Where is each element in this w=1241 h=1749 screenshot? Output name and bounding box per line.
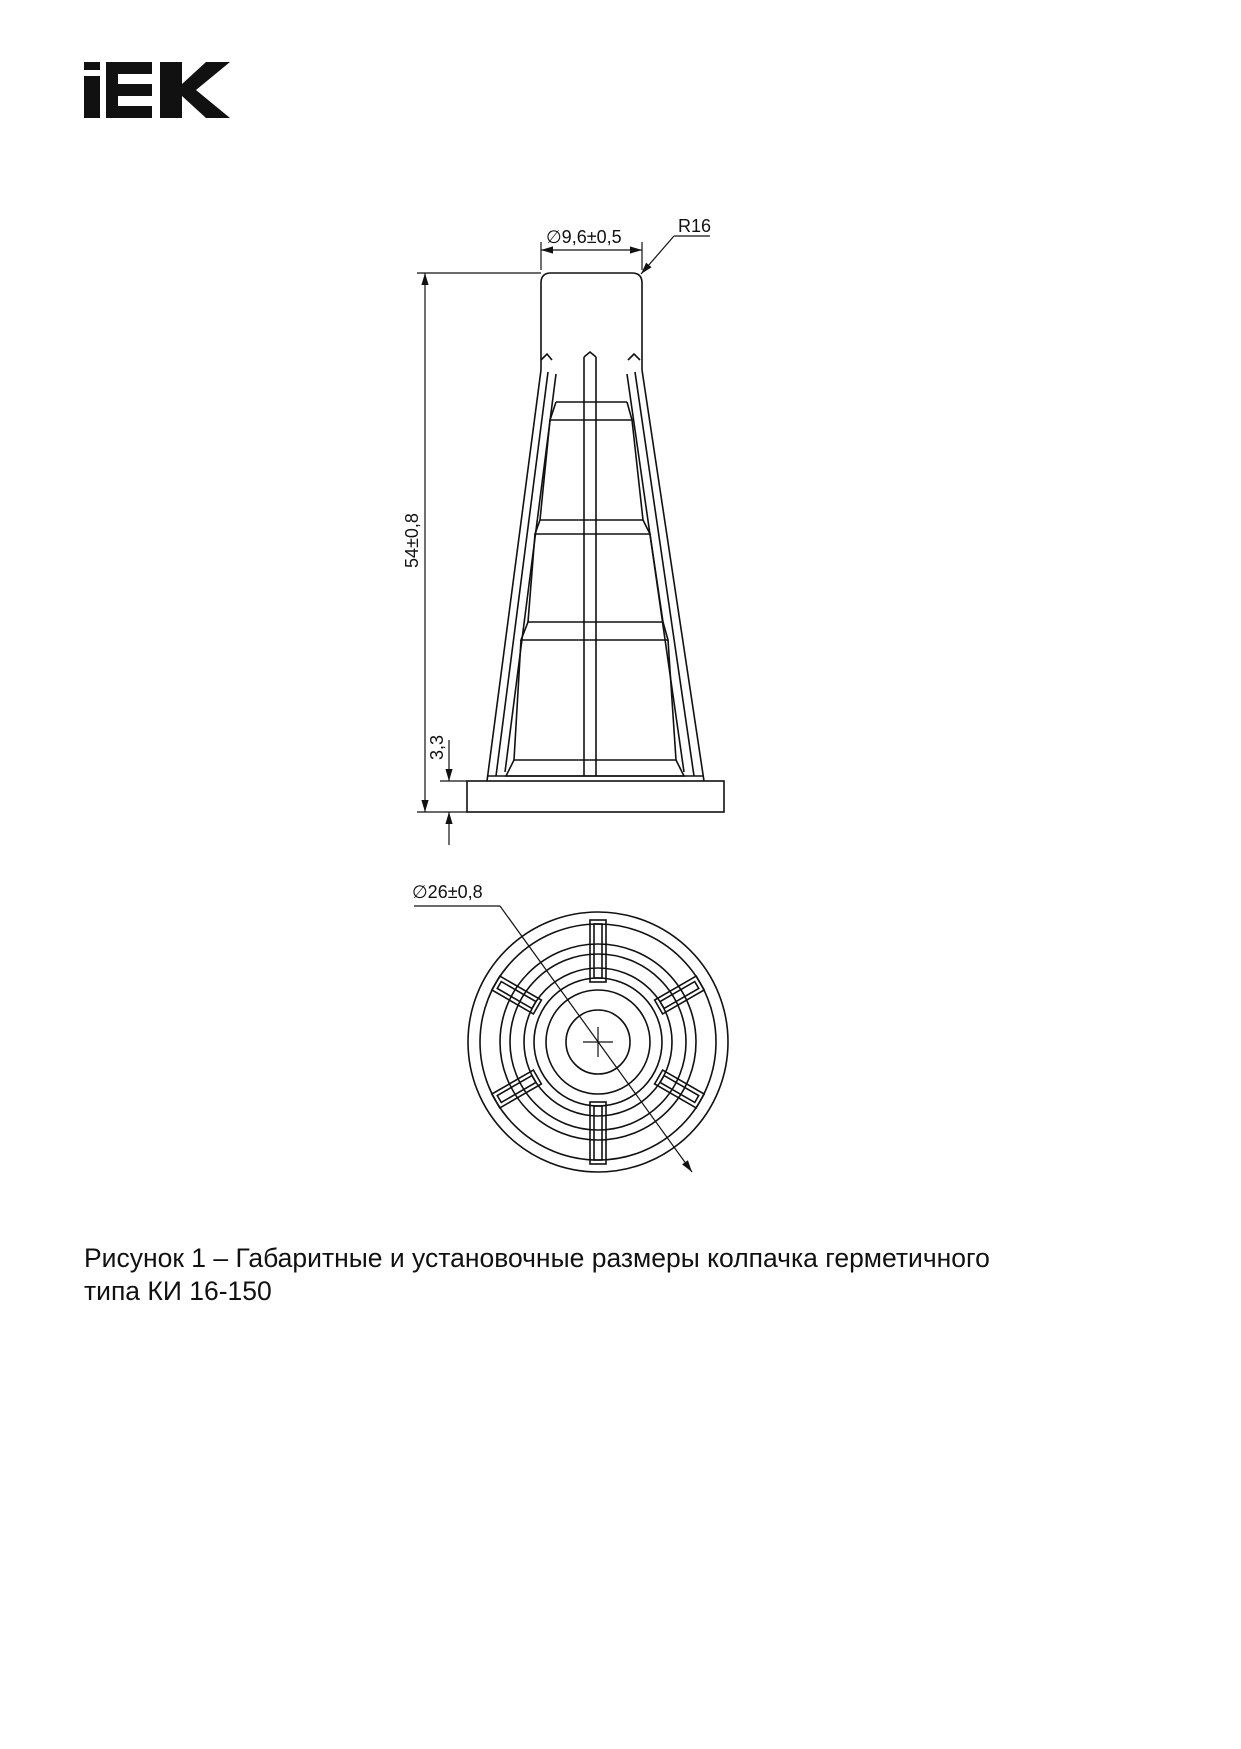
top-diameter-label: ∅9,6±0,5 — [546, 227, 622, 247]
side-dimensions — [417, 236, 710, 845]
caption-line-1: Рисунок 1 – Габаритные и установочные размеры колпачка герметичного — [84, 1243, 990, 1273]
base-diameter-label: ∅26±0,8 — [412, 882, 483, 902]
caption-line-2: типа КИ 16-150 — [84, 1276, 272, 1306]
radius-label: R16 — [678, 216, 712, 236]
height-label: 54±0,8 — [402, 513, 422, 568]
side-view — [467, 273, 724, 812]
figure-caption — [84, 1242, 1134, 1308]
base-height-label: 3,3 — [427, 734, 447, 760]
